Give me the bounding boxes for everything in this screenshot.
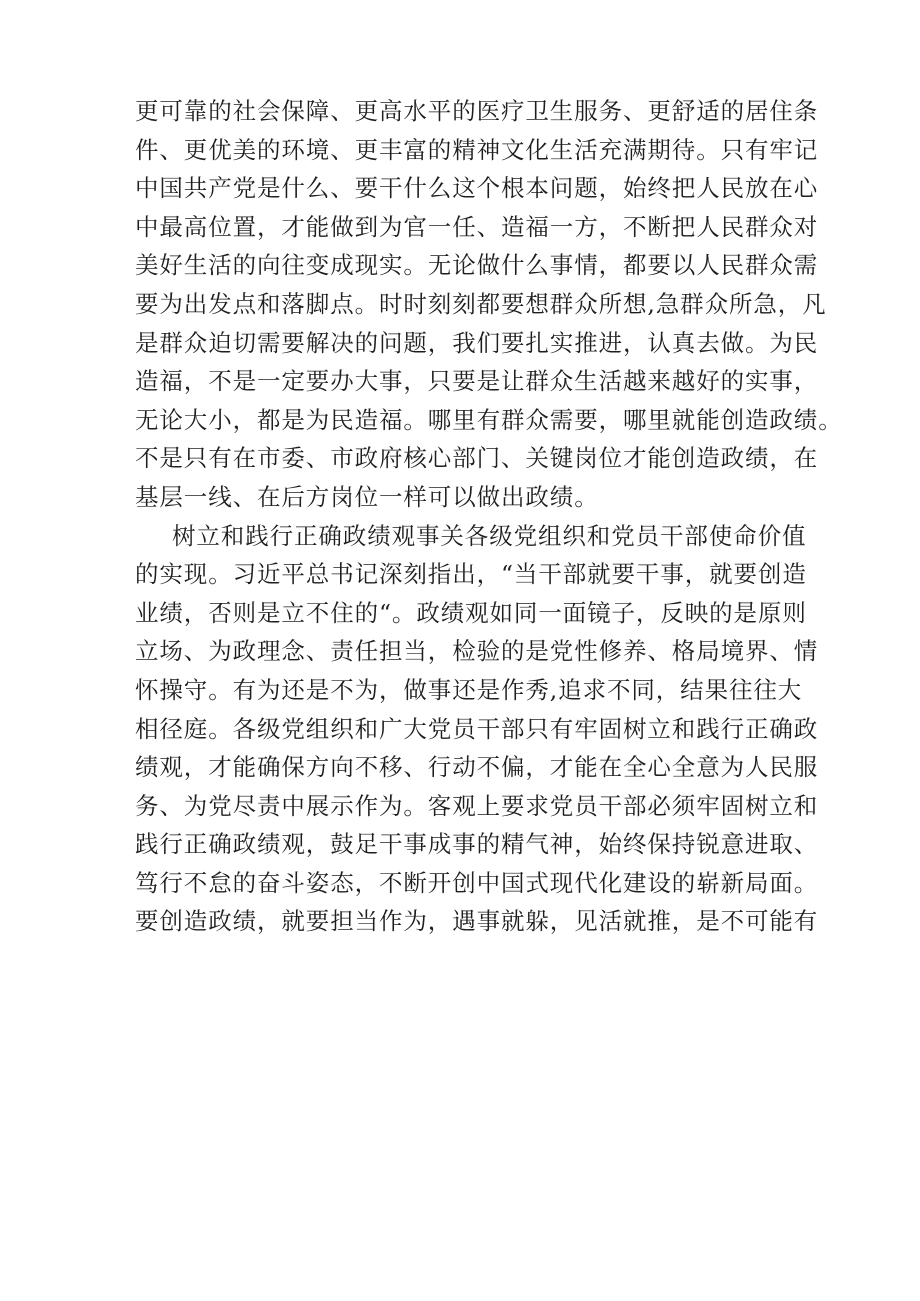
text-line: 更可靠的社会保障、更高水平的医疗卫生服务、更舒适的居住条 [135,97,819,125]
text-line: 立场、为政理念、责任担当，检验的是党性修养、格局境界、情 [135,637,819,666]
text-line: 践行正确政绩观，鼓足干事成事的精气神，始终保持锐意进取、 [135,830,819,859]
text-line: 中最高位置，才能做到为官一任、造福一方，不断把人民群众对 [135,212,819,241]
text-line: 要创造政绩，就要担当作为，遇事就躲，见活就推，是不可能有 [135,907,819,936]
paragraph-1 [135,92,843,517]
text-line: 造福，不是一定要办大事，只要是让群众生活越来越好的实事， [135,367,819,396]
paragraph-2 [135,517,825,942]
text-line: 业绩，否则是立不住的“。政绩观如同一面镜子，反映的是原则 [135,598,807,627]
text-line: 不是只有在市委、市政府核心部门、关键岗位才能创造政绩，在 [135,444,819,473]
text-line: 美好生活的向往变成现实。无论做什么事情，都要以人民群众需 [135,251,819,280]
text-line: 笃行不怠的奋斗姿态，不断开创中国式现代化建设的崭新局面。 [135,868,819,897]
text-line: 件、更优美的环境、更丰富的精神文化生活充满期待。只有牢记 [135,135,819,164]
text-line: 绩观，才能确保方向不移、行动不偏，才能在全心全意为人民服 [135,753,819,782]
text-line: 务、为党尽责中展示作为。客观上要求党员干部必须牢固树立和 [135,791,819,820]
text-line: 相径庭。各级党组织和广大党员干部只有牢固树立和践行正确政 [135,714,819,743]
text-line: 无论大小，都是为民造福。哪里有群众需要，哪里就能创造政绩。 [135,405,843,434]
text-line: 基层一线、在后方岗位一样可以做出政绩。 [135,482,599,511]
text-line: 要为出发点和落脚点。时时刻刻都要想群众所想,急群众所急，凡 [135,289,827,318]
text-line: 的实现。习近平总书记深刻指出，“当干部就要干事，就要创造 [135,560,807,589]
text-line: 中国共产党是什么、要干什么这个根本问题，始终把人民放在心 [135,174,819,203]
text-line-first: 树立和践行正确政绩观事关各级党组织和党员干部使命价值 [172,521,807,550]
text-line: 是群众迫切需要解决的问题，我们要扎实推进，认真去做。为民 [135,328,819,357]
document-body [135,92,843,941]
text-line: 怀操守。有为还是不为，做事还是作秀,追求不同，结果往往大 [135,675,803,704]
